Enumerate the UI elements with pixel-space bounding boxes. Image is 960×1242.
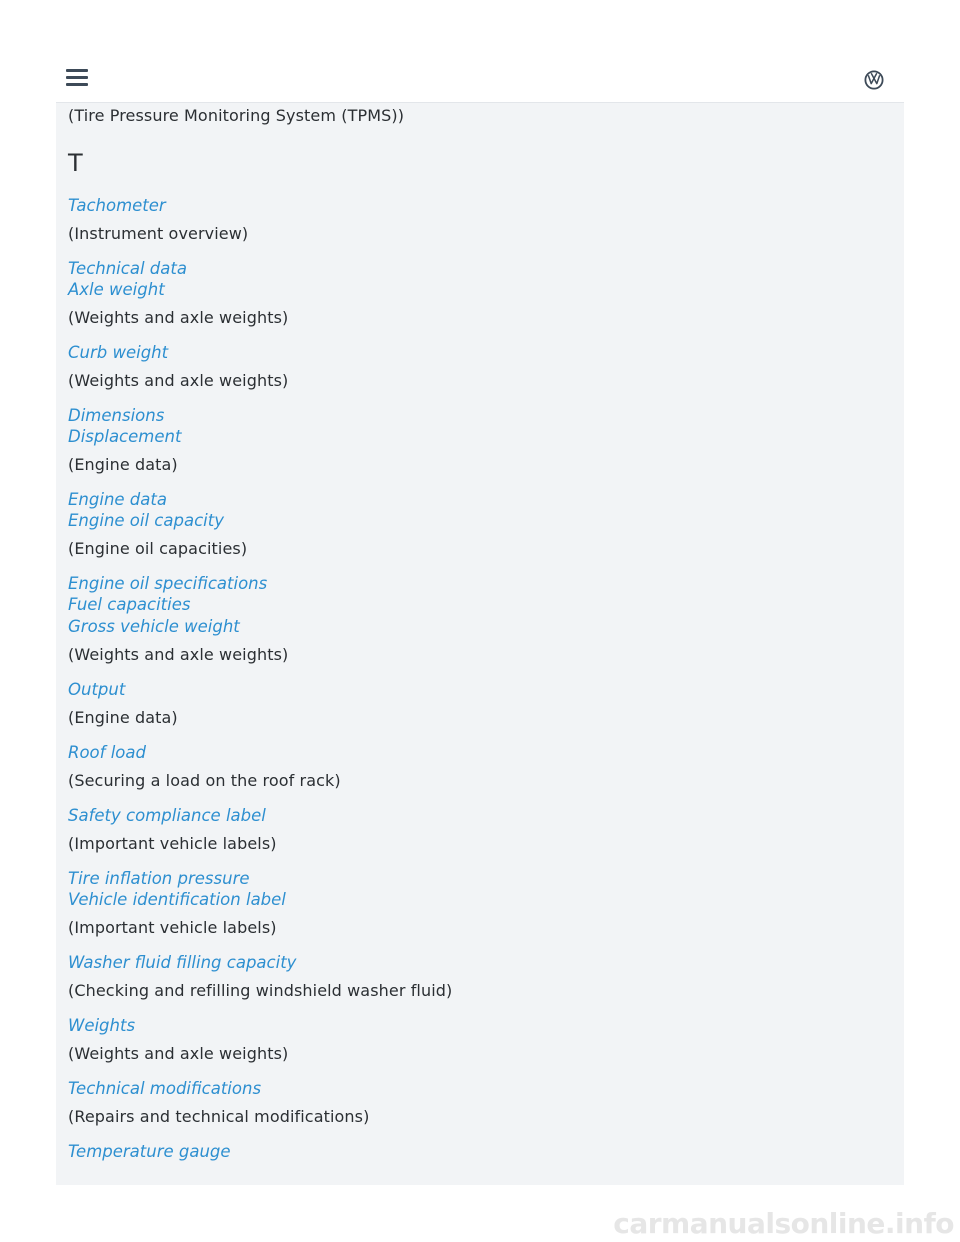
index-term-roof-load[interactable]: Roof load (68, 743, 146, 762)
index-term-curb-weight[interactable]: Curb weight (68, 343, 169, 362)
index-term-washer-fluid-filling-capacity[interactable]: Washer fluid filling capacity (68, 953, 297, 972)
index-reference: (Checking and refilling windshield washer fluid) (68, 981, 453, 1000)
index-reference: (Engine data) (68, 455, 178, 474)
index-term-dimensions[interactable]: Dimensions (68, 406, 165, 425)
index-term-fuel-capacities[interactable]: Fuel capacities (68, 595, 191, 614)
index-reference: (Weights and axle weights) (68, 1044, 289, 1063)
top-bar (56, 56, 904, 103)
index-term-tachometer[interactable]: Tachometer (68, 196, 166, 215)
vw-logo-icon[interactable] (864, 70, 884, 90)
index-term-engine-oil-specifications[interactable]: Engine oil specifications (68, 574, 268, 593)
index-term-displacement[interactable]: Displacement (68, 427, 182, 446)
index-reference: (Important vehicle labels) (68, 918, 277, 937)
index-reference: (Engine data) (68, 708, 178, 727)
index-term-axle-weight[interactable]: Axle weight (68, 280, 165, 299)
index-reference: (Instrument overview) (68, 224, 249, 243)
index-term-gross-vehicle-weight[interactable]: Gross vehicle weight (68, 617, 240, 636)
index-term-safety-compliance-label[interactable]: Safety compliance label (68, 806, 266, 825)
index-term-technical-data[interactable]: Technical data (68, 259, 187, 278)
site-watermark: carmanualsonline.info (613, 1207, 954, 1240)
index-content (56, 103, 904, 1185)
index-reference: (Repairs and technical modifications) (68, 1107, 370, 1126)
index-reference: (Weights and axle weights) (68, 645, 289, 664)
index-reference: (Important vehicle labels) (68, 834, 277, 853)
index-term-weights[interactable]: Weights (68, 1016, 136, 1035)
index-term-temperature-gauge[interactable]: Temperature gauge (68, 1142, 231, 1161)
section-letter: T (68, 149, 83, 177)
index-reference: (Securing a load on the roof rack) (68, 771, 341, 790)
index-term-engine-data[interactable]: Engine data (68, 490, 167, 509)
hamburger-menu-icon[interactable] (66, 69, 88, 87)
index-term-vehicle-identification-label[interactable]: Vehicle identification label (68, 890, 286, 909)
index-term-engine-oil-capacity[interactable]: Engine oil capacity (68, 511, 224, 530)
index-reference: (Weights and axle weights) (68, 371, 289, 390)
index-term-output[interactable]: Output (68, 680, 126, 699)
index-reference: (Engine oil capacities) (68, 539, 248, 558)
index-term-tire-inflation-pressure[interactable]: Tire inflation pressure (68, 869, 250, 888)
index-term-technical-modifications[interactable]: Technical modifications (68, 1079, 262, 1098)
intro-reference: (Tire Pressure Monitoring System (TPMS)) (68, 106, 405, 125)
index-reference: (Weights and axle weights) (68, 308, 289, 327)
